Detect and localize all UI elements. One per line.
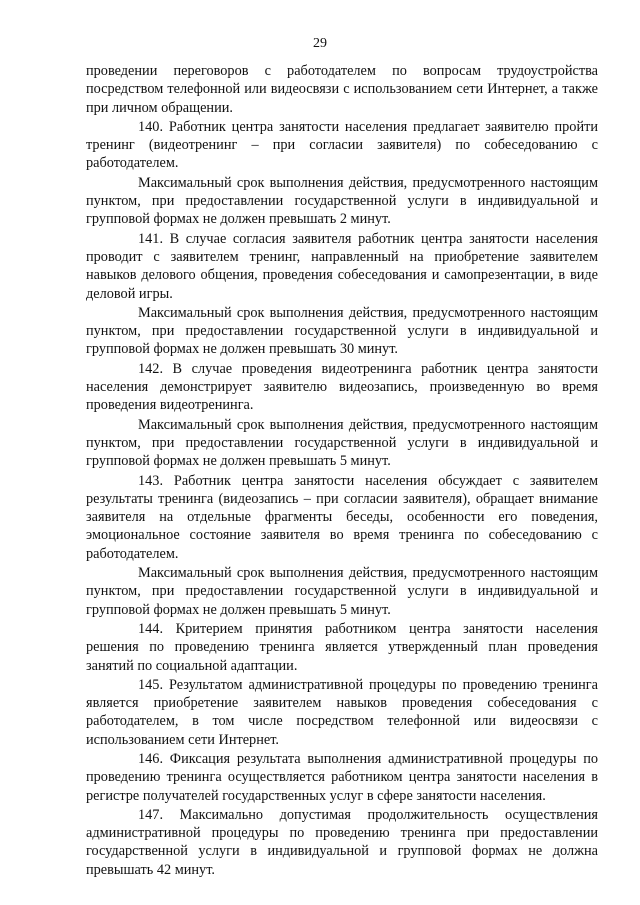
paragraph-142: 142. В случае проведения видеотренинга работник центра занятости населения демонстрирует заявителю видеозапись, произведенную во время проведения видеотренинга. [86, 360, 598, 414]
paragraph-143: 143. Работник центра занятости населения обсуждает с заявителем результаты тренинга (видеозапись – при согласии заявителя), обращает внимание заявителя на отдельные фрагменты беседы, особенности его поведения, эмоциональное состояние заявителя во время тренинга по собеседованию с работодателем. [86, 472, 598, 562]
paragraph-140: 140. Работник центра занятости населения предлагает заявителю пройти тренинг (видеотренинг – при согласии заявителя) по собеседованию с работодателем. [86, 118, 598, 172]
paragraph-140-time-limit: Максимальный срок выполнения действия, предусмотренного настоящим пунктом, при предоставлении государственной услуги в индивидуальной и групповой формах не должен превышать 2 минут. [86, 174, 598, 228]
paragraph-146: 146. Фиксация результата выполнения административной процедуры по проведению тренинга осуществляется работником центра занятости населения в регистре получателей государственных услуг в сфере занятости населения. [86, 750, 598, 804]
page-number: 29 [313, 36, 327, 51]
paragraph-147: 147. Максимально допустимая продолжительность осуществления административной процедуры по проведению тренинга при предоставлении государственной услуги в индивидуальной и групповой формах не должна превышать 42 минут. [86, 806, 598, 878]
paragraph-141: 141. В случае согласия заявителя работник центра занятости населения проводит с заявителем тренинг, направленный на приобретение заявителем навыков делового общения, проведения собеседования и самопрезентации, в виде деловой игры. [86, 230, 598, 302]
paragraph-141-time-limit: Максимальный срок выполнения действия, предусмотренного настоящим пунктом, при предоставлении государственной услуги в индивидуальной и групповой формах не должен превышать 30 минут. [86, 304, 598, 358]
paragraph-144: 144. Критерием принятия работником центра занятости населения решения по проведению тренинга является утвержденный план проведения занятий по социальной адаптации. [86, 620, 598, 674]
paragraph-142-time-limit: Максимальный срок выполнения действия, предусмотренного настоящим пунктом, при предоставлении государственной услуги в индивидуальной и групповой формах не должен превышать 5 минут. [86, 416, 598, 470]
paragraph-145: 145. Результатом административной процедуры по проведению тренинга является приобретение заявителем навыков проведения собеседования с работодателем, в том числе посредством телефонной или видеосвязи с использованием сети Интернет. [86, 676, 598, 748]
paragraph-143-time-limit: Максимальный срок выполнения действия, предусмотренного настоящим пунктом, при предоставлении государственной услуги в индивидуальной и групповой формах не должен превышать 5 минут. [86, 565, 598, 618]
paragraph-continuation: проведении переговоров с работодателем по вопросам трудоустройства посредством телефонной или видеосвязи с использованием сети Интернет, а также при личном обращении. [86, 63, 598, 116]
document-body [86, 62, 598, 880]
